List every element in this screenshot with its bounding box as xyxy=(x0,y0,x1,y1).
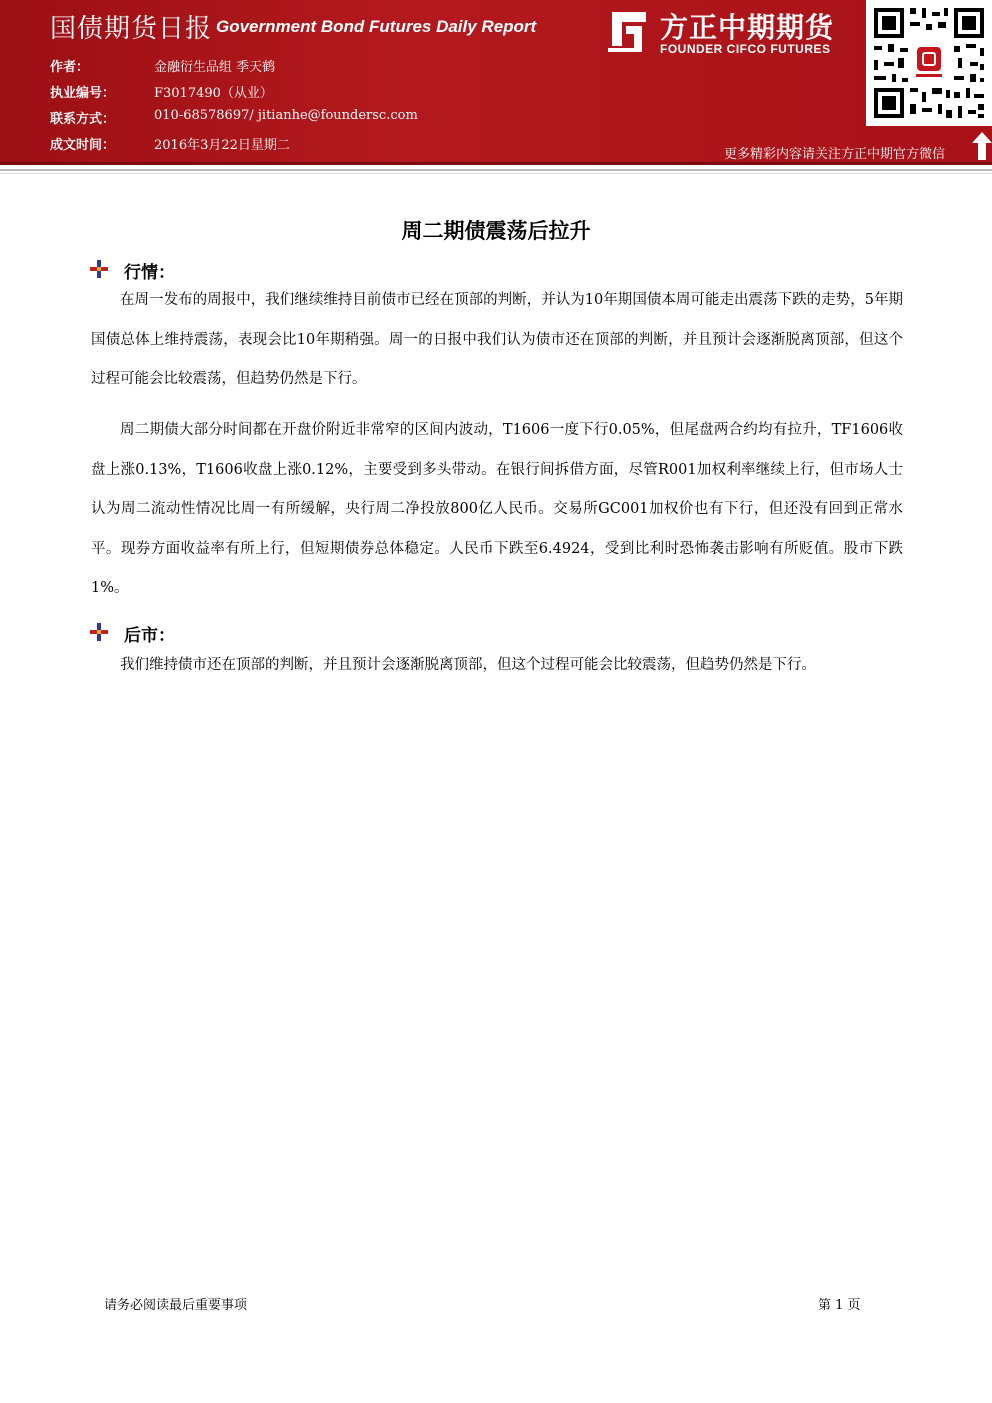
bullet-icon xyxy=(90,623,108,641)
report-header xyxy=(0,0,992,162)
paragraph: 在周一发布的周报中，我们继续维持目前债市已经在顶部的判断，并认为10年期国债本周可能走出震荡下跌的走势，5年期国债总体上维持震荡，表现会比10年期稍强。周一的日报中我们认为债市还在顶部的判断，并且预计会逐渐脱离顶部，但这个过程可能会比较震荡，但趋势仍然是下行。 xyxy=(91,292,903,387)
logo-text-en: FOUNDER CIFCO FUTURES xyxy=(660,42,831,56)
up-arrow-icon xyxy=(972,132,992,160)
meta-label: 成文时间： xyxy=(50,138,116,153)
meta-label: 执业编号： xyxy=(50,86,116,101)
qr-code-icon[interactable] xyxy=(866,0,992,126)
logo-text-cn: 方正中期期货 xyxy=(660,11,835,44)
header-rule xyxy=(0,162,992,165)
meta-label: 作者： xyxy=(50,60,90,75)
footer-notice: 请务必阅读最后重要事项 xyxy=(104,1298,248,1313)
meta-value: 金融衍生品组 季天鹤 xyxy=(154,60,276,75)
follow-wechat-note: 更多精彩内容请关注方正中期官方微信 xyxy=(724,147,946,162)
meta-label: 联系方式： xyxy=(50,112,116,127)
report-title-en: Government Bond Futures Daily Report xyxy=(216,17,537,36)
meta-value[interactable]: 010-68578697/ jitianhe@foundersc.com xyxy=(154,108,418,123)
paragraph: 我们维持债市还在顶部的判断，并且预计会逐渐脱离顶部，但这个过程可能会比较震荡，但趋势仍然是下行。 xyxy=(120,657,816,673)
page-number: 第 1 页 xyxy=(818,1298,861,1313)
header-rule xyxy=(0,169,992,171)
meta-value: 2016年3月22日星期二 xyxy=(154,138,290,153)
report-title-cn: 国债期货日报 xyxy=(50,14,213,44)
document-title: 周二期债震荡后拉升 xyxy=(401,219,591,243)
header-rule xyxy=(0,173,992,174)
bullet-icon xyxy=(90,260,108,278)
paragraph: 周二期债大部分时间都在开盘价附近非常窄的区间内波动，T1606一度下行0.05%，但尾盘两合约均有拉升，TF1606收盘上涨0.13%，T1606收盘上涨0.12%，主要受到多头带动。在银行间拆借方面，尽管R001加权利率继续上行，但市场人士认为周二流动性情况比周一有所缓解，央行周二净投放800亿人民币。交易所GC001加权价也有下行，但还没有回到正常水平。现券方面收益率有所上行，但短期债券总体稳定。人民币下跌至6.4924，受到比利时恐怖袭击影响有所贬值。股市下跌1%。 xyxy=(91,422,903,596)
logo-mark-icon xyxy=(604,8,650,54)
company-logo xyxy=(604,8,864,60)
section-label: 后市： xyxy=(124,626,175,646)
section-label: 行情： xyxy=(124,263,175,283)
meta-value: F3017490（从业） xyxy=(154,86,273,101)
